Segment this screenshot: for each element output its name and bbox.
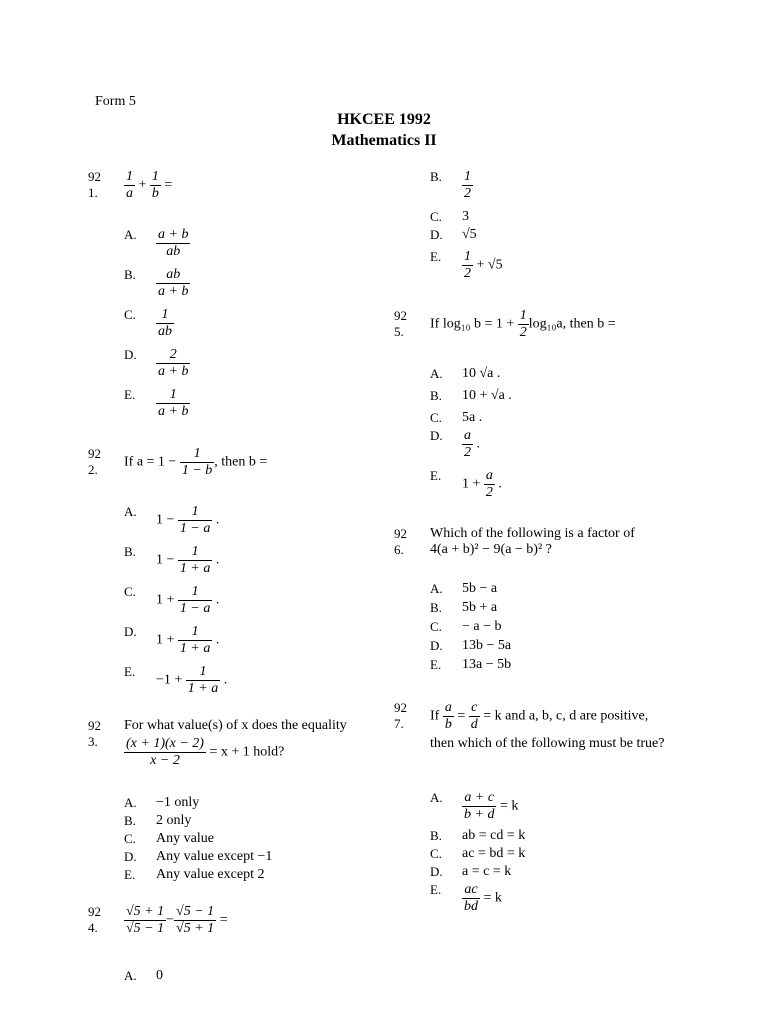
question-stem: $\frac{1}{a}$ + $\frac{1}{b}$ = bbox=[126, 169, 173, 201]
question-number: 92 4. bbox=[88, 904, 101, 935]
question-3: 92 3. For what value(s) of x does the equality $\frac{(x + 1)(x - 2)}{x - 2}$ = x + 1 hold? A. −1 only B. 2 only C. Any value D. Any value except −1 E. Any value except 2 bbox=[88, 718, 378, 888]
question-4: 92 4. $\frac{√5 + 1}{√5 - 1}$ − $\frac{√5 - 1}{√5 + 1}$ = A. 0 bbox=[88, 904, 378, 1014]
question-number: 92 1. bbox=[88, 169, 101, 200]
question-number: 92 5. bbox=[394, 308, 407, 339]
question-number: 92 6. bbox=[394, 526, 407, 557]
form-label: Form 5 bbox=[95, 94, 136, 109]
question-6: 92 6. Which of the following is a factor of 4(a + b)² − 9(a − b)² ? A. 5b − a B. 5b + a C. − a − b D. 13b − 5a E. 13a − 5b bbox=[394, 526, 684, 681]
question-stem: $\frac{√5 + 1}{√5 - 1}$ − $\frac{√5 - 1}{√5 + 1}$ = bbox=[126, 904, 228, 936]
question-stem: If log₁₀ b = 1 + $\frac{1}{2}$ log₁₀a, then b = bbox=[430, 308, 616, 340]
question-5: 92 5. If log₁₀ b = 1 + $\frac{1}{2}$ log₁₀a, then b = A. 10 √a . B. 10 + √a . C. 5a . D. $\frac{a}{2}$ . E. 1 + $\frac{a}{2}$ . bbox=[394, 308, 684, 508]
question-stem: For what value(s) of x does the equality $\frac{(x + 1)(x - 2)}{x - 2}$ = x + 1 hold? bbox=[124, 718, 347, 768]
question-stem: Which of the following is a factor of 4(a + b)² − 9(a − b)² ? bbox=[430, 526, 635, 557]
question-number: 92 2. bbox=[88, 446, 101, 477]
exam-subject: Mathematics II bbox=[331, 132, 437, 149]
question-number: 92 7. bbox=[394, 700, 407, 731]
question-2: 92 2. If a = 1 − $\frac{1}{1 - b}$ , then b = A. 1 − $\frac{1}{1 - a}$ . B. 1 − $\frac{1}{1 + a}$ . C. 1 + $\frac{1}{1 - a}$ . D. 1 + $\frac{1}{1 + a}$ . E. −1 + $\frac{1}{1 + a}$ . bbox=[88, 446, 378, 706]
question-stem: If a = 1 − $\frac{1}{1 - b}$ , then b = bbox=[124, 446, 268, 478]
question-7: 92 7. If $\frac{a}{b}$ = $\frac{c}{d}$ = k and a, b, c, d are positive, then which of the following must be true? A. $\frac{a + c}{b + d}$ = k B. ab = cd = k C. ac = bd = k D. a = c = k E. $\frac{ac}{bd}$ = k bbox=[394, 700, 684, 920]
question-stem: If $\frac{a}{b}$ = $\frac{c}{d}$ = k and a, b, c, d are positive, then which of the following must be true? bbox=[430, 700, 665, 751]
question-number: 92 3. bbox=[88, 718, 101, 749]
question-4-continued: B. $\frac{1}{2}$ C. 3 D. √5 E. $\frac{1}{2}$ + √5 bbox=[430, 169, 503, 281]
question-1: 92 1. $\frac{1}{a}$ + $\frac{1}{b}$ = A. $\frac{a + b}{ab}$ B. $\frac{ab}{a + b}$ C. $\frac{1}{ab}$ D. $\frac{2}{a + b}$ E. $\frac{1}{a + b}$ bbox=[88, 169, 378, 429]
exam-title: HKCEE 1992 bbox=[337, 111, 431, 128]
